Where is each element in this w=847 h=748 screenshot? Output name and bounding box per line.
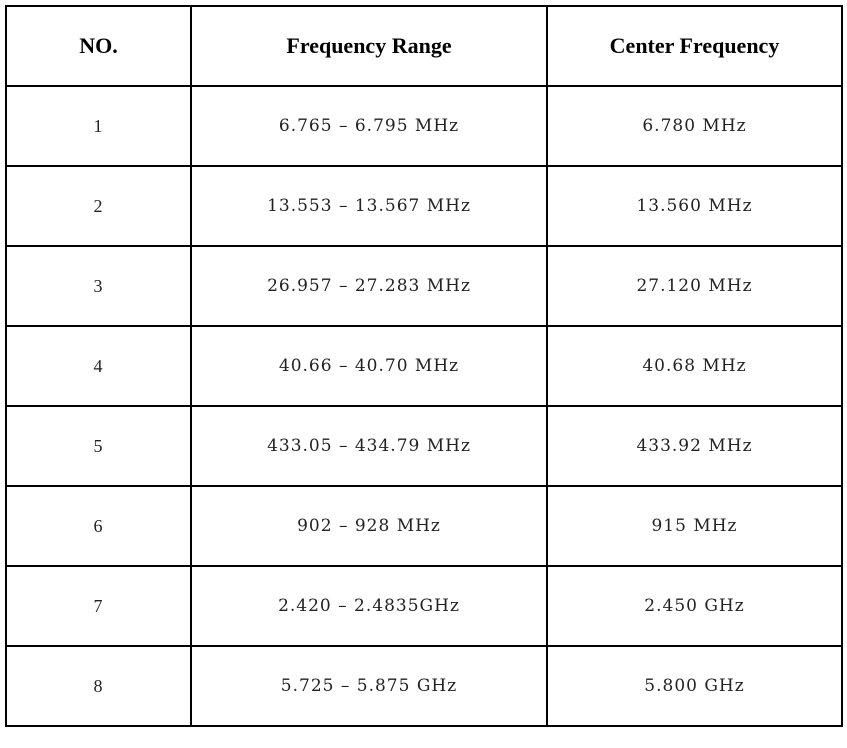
header-no: NO. <box>6 6 191 86</box>
row-number: 8 <box>6 646 191 726</box>
row-number: 5 <box>6 406 191 486</box>
center-frequency-cell: 6.780 MHz <box>547 86 842 166</box>
frequency-range-cell: 26.957 – 27.283 MHz <box>191 246 547 326</box>
center-frequency-cell: 13.560 MHz <box>547 166 842 246</box>
table-header <box>6 6 842 86</box>
table-row <box>6 86 842 166</box>
table-row <box>6 406 842 486</box>
row-number: 6 <box>6 486 191 566</box>
table-body <box>6 86 842 726</box>
row-number: 7 <box>6 566 191 646</box>
table-row <box>6 246 842 326</box>
table-row <box>6 486 842 566</box>
center-frequency-cell: 915 MHz <box>547 486 842 566</box>
header-frequency-range: Frequency Range <box>191 6 547 86</box>
row-number: 2 <box>6 166 191 246</box>
table-row <box>6 566 842 646</box>
frequency-range-cell: 902 – 928 MHz <box>191 486 547 566</box>
row-number: 1 <box>6 86 191 166</box>
center-frequency-cell: 2.450 GHz <box>547 566 842 646</box>
frequency-table <box>5 5 843 727</box>
table-row <box>6 646 842 726</box>
center-frequency-cell: 40.68 MHz <box>547 326 842 406</box>
frequency-range-cell: 433.05 – 434.79 MHz <box>191 406 547 486</box>
table-row <box>6 166 842 246</box>
frequency-range-cell: 6.765 – 6.795 MHz <box>191 86 547 166</box>
row-number: 3 <box>6 246 191 326</box>
center-frequency-cell: 27.120 MHz <box>547 246 842 326</box>
table-row <box>6 326 842 406</box>
center-frequency-cell: 5.800 GHz <box>547 646 842 726</box>
frequency-range-cell: 40.66 – 40.70 MHz <box>191 326 547 406</box>
frequency-range-cell: 2.420 – 2.4835GHz <box>191 566 547 646</box>
header-center-frequency: Center Frequency <box>547 6 842 86</box>
frequency-range-cell: 5.725 – 5.875 GHz <box>191 646 547 726</box>
frequency-range-cell: 13.553 – 13.567 MHz <box>191 166 547 246</box>
center-frequency-cell: 433.92 MHz <box>547 406 842 486</box>
row-number: 4 <box>6 326 191 406</box>
header-row <box>6 6 842 86</box>
